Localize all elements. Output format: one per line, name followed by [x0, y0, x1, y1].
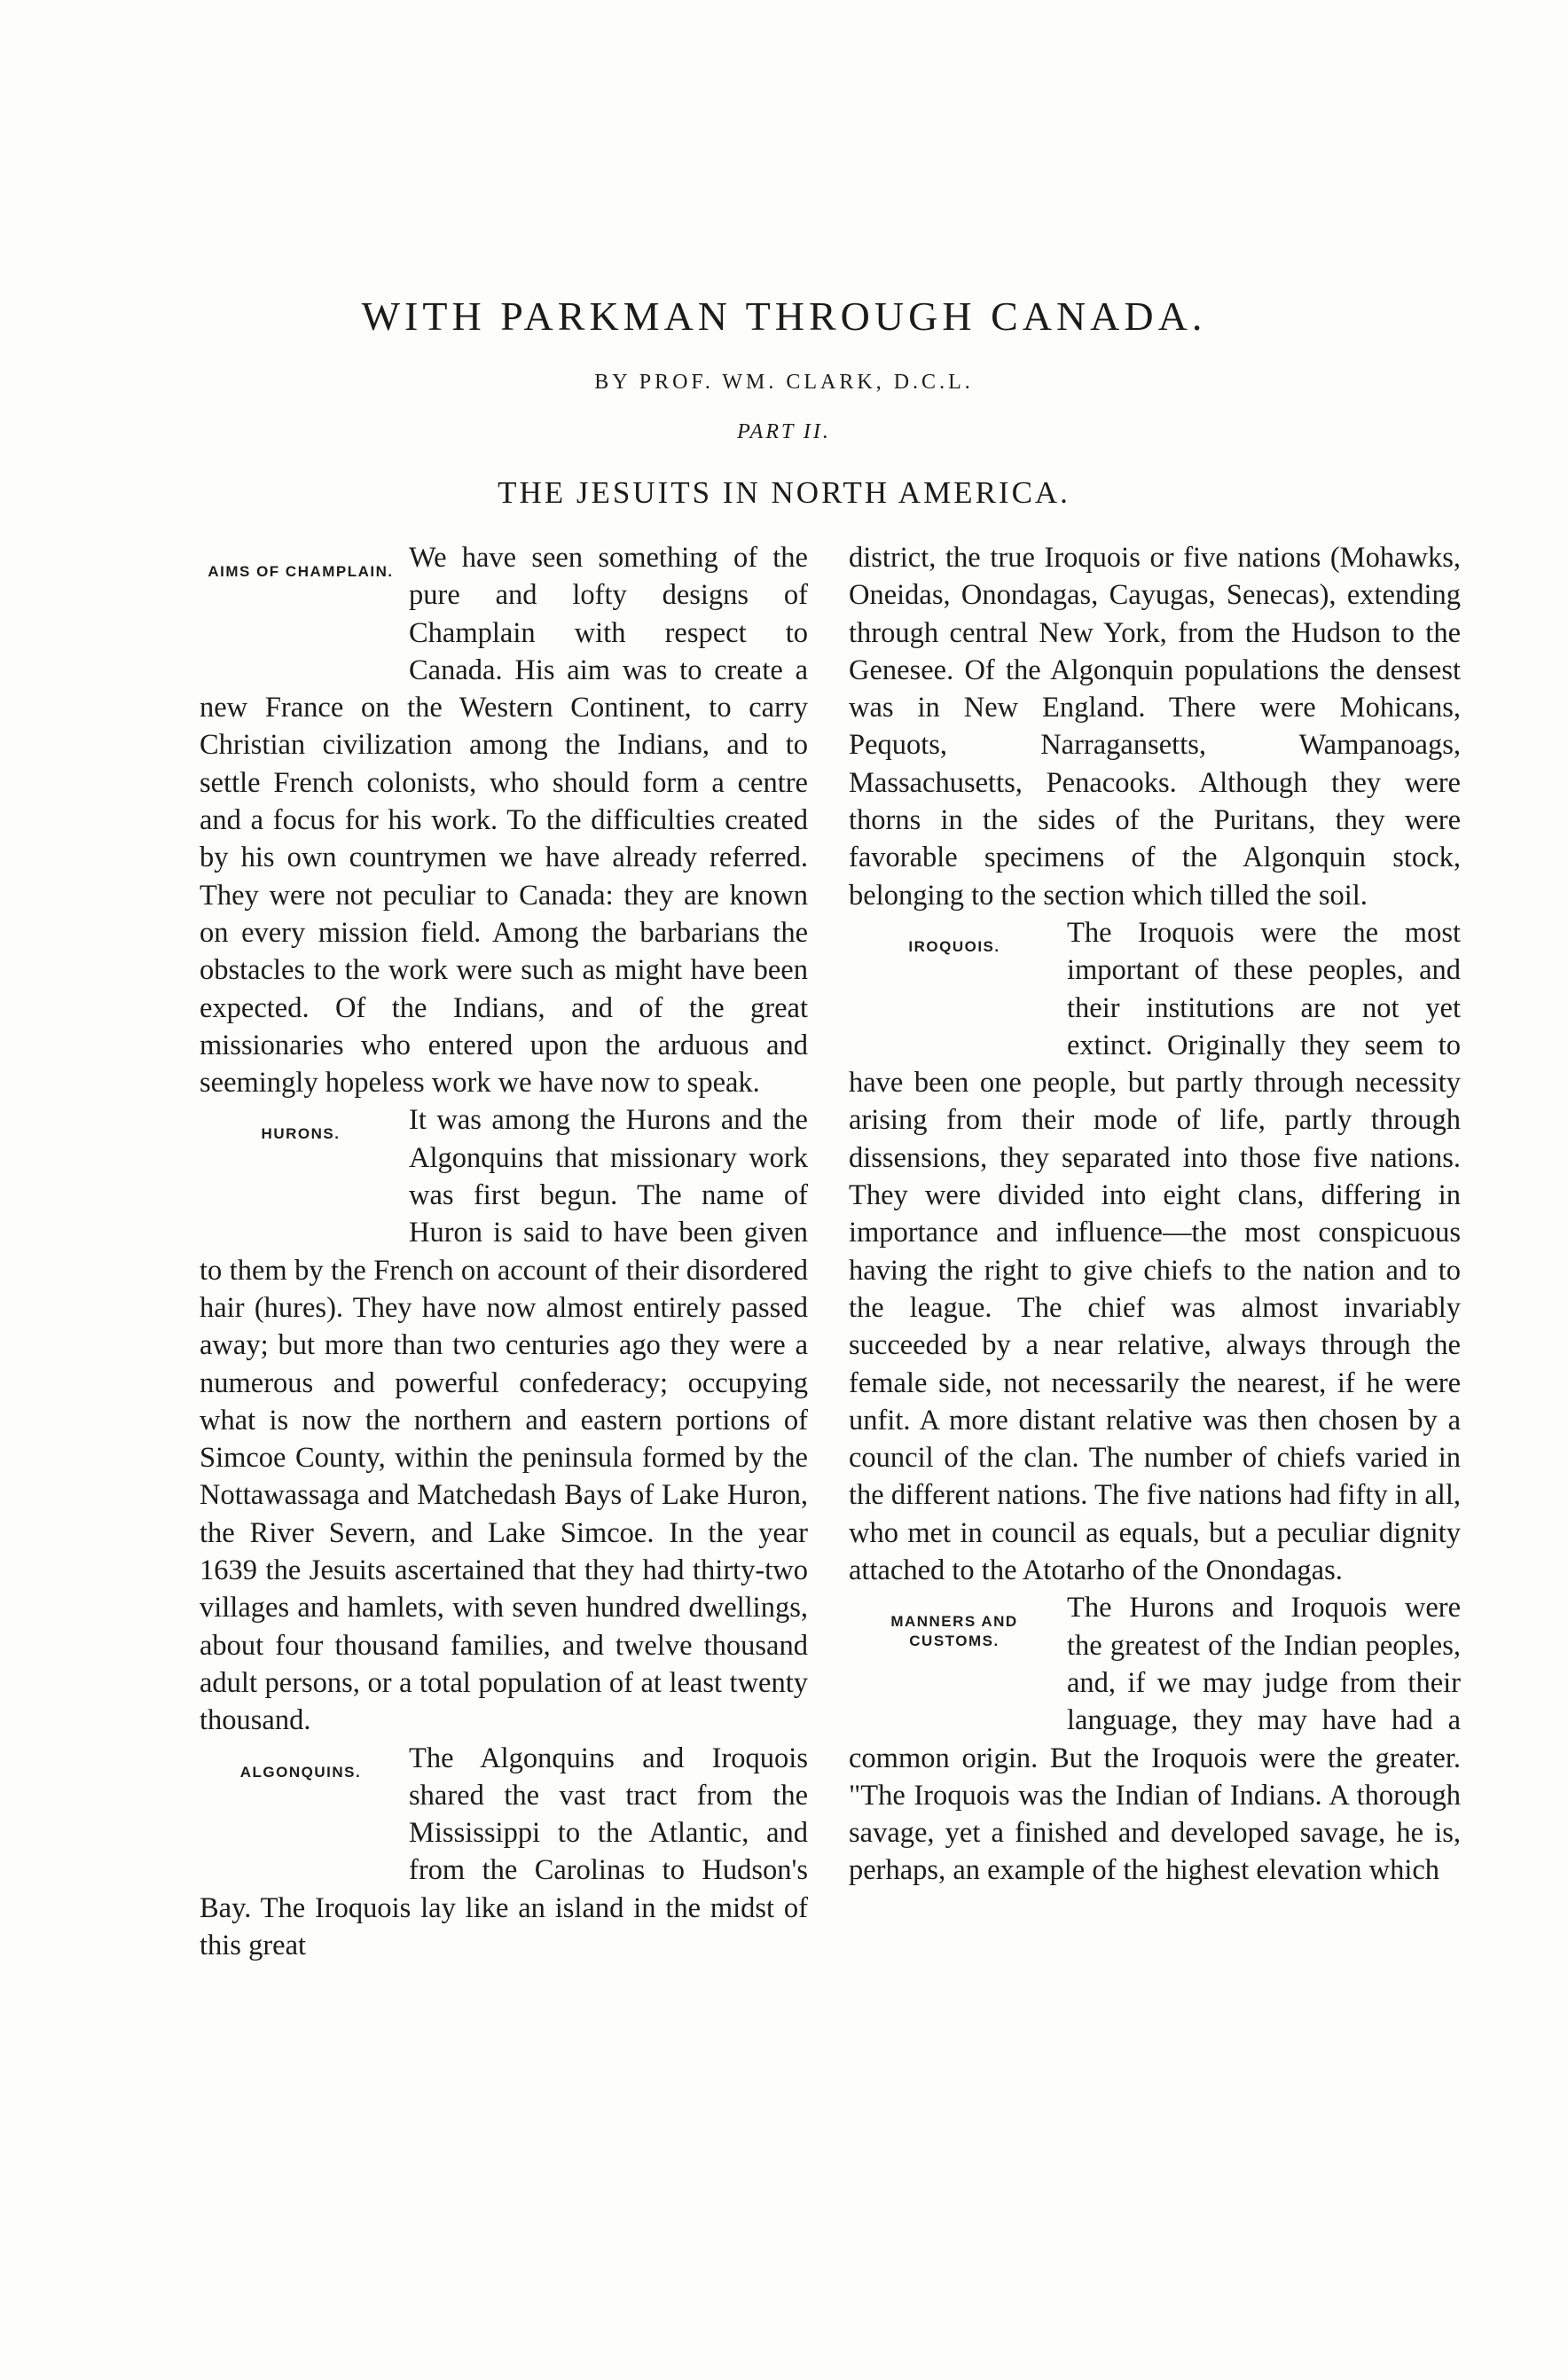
paragraph-algonquins-continued [849, 539, 1461, 914]
sidenote-aims: AIMS OF CHAMPLAIN. [208, 563, 394, 580]
article-subtitle: THE JESUITS IN NORTH AMERICA. [498, 475, 1070, 510]
paragraph-iroquois [849, 914, 1461, 1589]
part-label: PART II. [737, 420, 831, 443]
paragraph-text: We have seen something of the pure and lofty designs of Champlain with respect to Canada. His aim was to create a new France on the Western Continent, to carry Christian civilization among the Indians, and to settle French colonists, who should form a centre and a focus for his work. To the difficulties created by his own countrymen we have already referred. They were not peculiar to Canada: they are known on every mission field. Among the barbarians the obstacles to the work were such as might have been expected. Of the Indians, and of the great missionaries who entered upon the arduous and seemingly hopeless work we have now to speak. [200, 542, 808, 1100]
left-column [200, 539, 808, 1964]
paragraph-text: The Iroquois were the most important of these peoples, and their institutions are not yet extinct. Originally they seem to have been one people, but partly through necessity arising from their mode of life, partly through dissensions, they separated into those five nations. They were divided into eight clans, differing in importance and influence—the most conspicuous having the right to give chiefs to the nation and to the league. The chief was almost invariably succeeded by a near relative, always through the female side, not necessarily the nearest, if he were unfit. A more distant relative was then chosen by a council of the clan. The number of chiefs varied in the different nations. The five nations had fifty in all, who met in council as equals, but a peculiar dignity attached to the Atotarho of the Onondagas. [849, 916, 1461, 1587]
paragraph-manners [849, 1589, 1461, 1889]
paragraph-text: The Hurons and Iroquois were the greatest of the Indian peoples, and, if we may judge from their language, they may have had a common origin. But the Iroquois were the greater. "The Iroquois was the Indian of Indians. A thorough savage, yet a finished and developed savage, he is, perhaps, an example of the highest elevation which [849, 1592, 1461, 1887]
article-title: WITH PARKMAN THROUGH CANADA. [361, 294, 1207, 339]
paragraph-aims [200, 539, 808, 1101]
paragraph-text: It was among the Hurons and the Algonquins that missionary work was first begun. The name of Huron is said to have been given to them by the French on account of their disordered hair (hures). They have now almost entirely passed away; but more than two centuries ago they were a numerous and powerful confederacy; occupying what is now the northern and eastern portions of Simcoe County, within the peninsula formed by the Nottawassaga and Matchedash Bays of Lake Huron, the River Severn, and Lake Simcoe. In the year 1639 the Jesuits ascertained that they had thirty-two villages and hamlets, with seven hundred dwellings, about four thousand families, and twelve thousand adult persons, or a total population of at least twenty thousand. [200, 1104, 808, 1737]
sidenote-manners: MANNERS AND CUSTOMS. [890, 1613, 1018, 1650]
paragraph-text: district, the true Iroquois or five nations (Mohawks, Oneidas, Onondagas, Cayugas, Senecas), extending through central New York, from the Hudson to the Genesee. Of the Algonquin populations the densest was in New England. There were Mohicans, Pequots, Narragansetts, Wampanoags, Massachusetts, Penacooks. Although they were thorns in the sides of the Puritans, they were favorable specimens of the Algonquin stock, belonging to the section which tilled the soil. [849, 542, 1461, 912]
author-byline: BY PROF. WM. CLARK, D.C.L. [594, 371, 974, 394]
sidenote-hurons: HURONS. [261, 1125, 341, 1143]
sidenote-iroquois: IROQUOIS. [908, 937, 1000, 955]
right-column [849, 539, 1461, 1890]
sidenote-algonquins: ALGONQUINS. [239, 1763, 362, 1781]
paragraph-hurons [200, 1101, 808, 1739]
paragraph-algonquins [200, 1740, 808, 1965]
paragraph-text: The Algonquins and Iroquois shared the vast tract from the Mississippi to the Atlantic, and from the Carolinas to Hudson's Bay. The Iroquois lay like an island in the midst of this great [200, 1742, 808, 1961]
